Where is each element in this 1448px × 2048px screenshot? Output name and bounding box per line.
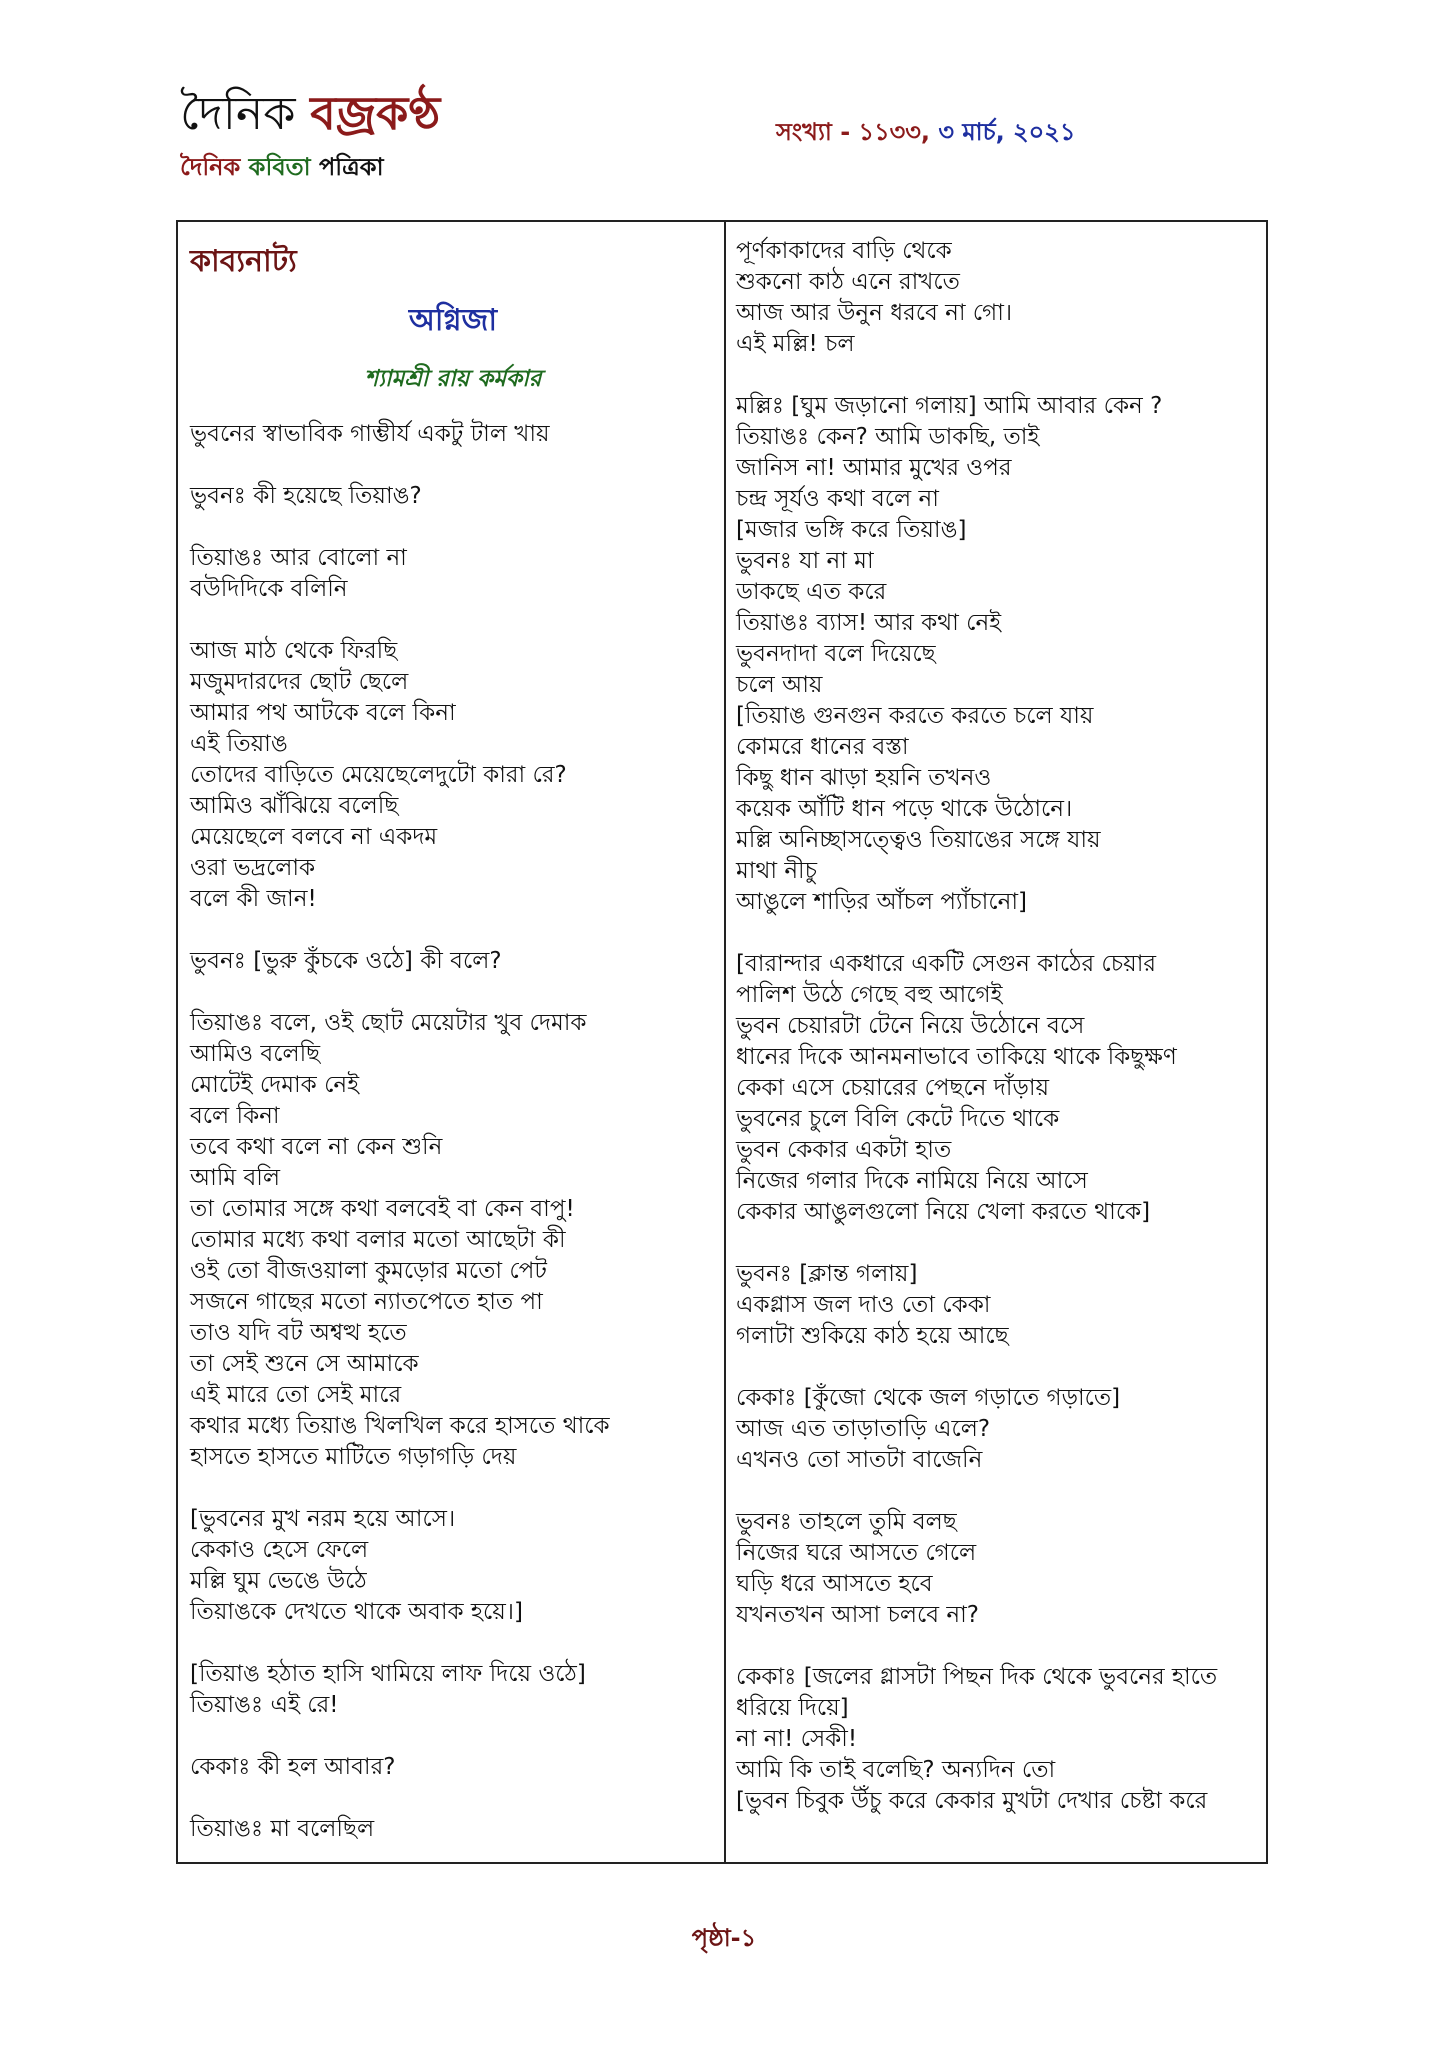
poem-line: আমিও ঝাঁঝিয়ে বলেছি	[190, 793, 399, 819]
poem-line: আজ মাঠ থেকে ফিরছি	[190, 638, 398, 664]
poem-line: কিছু ধান ঝাড়া হয়নি তখনও	[736, 765, 992, 791]
poem-line: তা সেই শুনে সে আমাকে	[190, 1351, 419, 1377]
poem-line: চলে আয়	[736, 672, 823, 698]
poem-line: ভুবনঃ তাহলে তুমি বলছ	[736, 1509, 957, 1535]
poem-line: আমিও বলেছি	[190, 1041, 321, 1067]
stanza-block	[190, 419, 716, 450]
poem-line: কেকাঃ [কুঁজো থেকে জল গড়াতে গড়াতে]	[736, 1385, 1121, 1411]
issue-number: সংখ্যা - ১১৩৩,	[776, 118, 939, 146]
stanza-block	[190, 1504, 716, 1628]
poem-line: তবে কথা বলে না কেন শুনি	[190, 1134, 443, 1160]
poem-line: তাও যদি বট অশ্বত্থ হতে	[190, 1320, 407, 1346]
section-title: কাব্যনাট্য	[190, 244, 297, 279]
poem-line: ভুবনদাদা বলে দিয়েছে	[736, 641, 936, 667]
poem-line: যখনতখন আসা চলবে না?	[736, 1602, 979, 1628]
poem-line: [ভুবনের মুখ নরম হয়ে আসে।	[190, 1506, 456, 1532]
stanza-block	[190, 946, 716, 977]
poem-line: শুকনো কাঠ এনে রাখতে	[736, 269, 960, 295]
poem-line: তিয়াঙঃ মা বলেছিল	[190, 1816, 375, 1842]
poem-line: একগ্লাস জল দাও তো কেকা	[736, 1292, 991, 1318]
poem-line: [বারান্দার একধারে একটি সেগুন কাঠের চেয়ার	[736, 951, 1157, 977]
left-column-body	[190, 419, 716, 1845]
poem-line: না না! সেকী!	[736, 1726, 858, 1752]
poem-line: তিয়াঙঃ বলে, ওই ছোট মেয়েটার খুব দেমাক	[190, 1010, 587, 1036]
poem-line: ভুবনঃ যা না মা	[736, 548, 874, 574]
poem-line: [মজার ভঙ্গি করে তিয়াঙ]	[736, 517, 967, 543]
poem-line: পালিশ উঠে গেছে বহু আগেই	[736, 982, 1003, 1008]
poem-line: পূর্ণকাকাদের বাড়ি থেকে	[736, 238, 952, 264]
poem-line: নিজের গলার দিকে নামিয়ে নিয়ে আসে	[736, 1168, 1088, 1194]
poem-line: কেকার আঙুলগুলো নিয়ে খেলা করতে থাকে]	[736, 1199, 1151, 1225]
poem-line: মেয়েছেলে বলবে না একদম	[190, 824, 438, 850]
poem-line: কোমরে ধানের বস্তা	[736, 734, 909, 760]
poem-line: তিয়াঙঃ আর বোলো না	[190, 545, 407, 571]
poem-line: আজ এত তাড়াতাড়ি এলে?	[736, 1416, 991, 1442]
poem-line: মল্লি অনিচ্ছাসত্ত্বেও তিয়াঙের সঙ্গে যায়	[736, 827, 1101, 853]
stanza-block	[190, 1814, 716, 1845]
poem-line: আমার পথ আটকে বলে কিনা	[190, 700, 456, 726]
poem-line: মল্লি ঘুম ভেঙে উঠে	[190, 1568, 367, 1594]
stanza-block	[736, 1662, 1260, 1817]
poem-line: গলাটা শুকিয়ে কাঠ হয়ে আছে	[736, 1323, 1009, 1349]
poem-line: তিয়াঙকে দেখতে থাকে অবাক হয়ে।]	[190, 1599, 523, 1625]
poem-line: চন্দ্র সূর্যও কথা বলে না	[736, 486, 939, 512]
stanza-block	[736, 1259, 1260, 1352]
poem-line: কেকা এসে চেয়ারের পেছনে দাঁড়ায়	[736, 1075, 1050, 1101]
masthead	[180, 88, 440, 189]
poem-line: কেকাও হেসে ফেলে	[190, 1537, 369, 1563]
poem-line: ঘড়ি ধরে আসতে হবে	[736, 1571, 933, 1597]
poem-line: কয়েক আঁটি ধান পড়ে থাকে উঠোনে।	[736, 796, 1073, 822]
tagline	[180, 149, 440, 189]
stanza-block	[736, 1507, 1260, 1631]
poem-line: বলে কিনা	[190, 1103, 280, 1129]
stanza-block	[190, 543, 716, 605]
poem-line: ভুবনঃ কী হয়েছে তিয়াঙ?	[190, 483, 422, 509]
stanza-block	[736, 236, 1260, 360]
poem-line: ভুবন চেয়ারটা টেনে নিয়ে উঠোনে বসে	[736, 1013, 1085, 1039]
poem-line: আমি কি তাই বলেছি? অন্যদিন তো	[736, 1757, 1056, 1783]
stanza-block	[190, 481, 716, 512]
newspaper-logo	[180, 88, 440, 139]
tagline-part-3: পত্রিকা	[319, 152, 384, 181]
poem-line: ডাকছে এত করে	[736, 579, 887, 605]
poem-line: কেকাঃ কী হল আবার?	[190, 1754, 396, 1780]
poem-line: মোটেই দেমাক নেই	[190, 1072, 360, 1098]
poem-line: মজুমদারদের ছোট ছেলে	[190, 669, 409, 695]
poem-line: এই মারে তো সেই মারে	[190, 1382, 402, 1408]
poem-title: অগ্নিজা	[408, 303, 498, 338]
right-column-body	[736, 236, 1260, 1817]
stanza-block	[736, 1383, 1260, 1476]
stanza-block	[190, 1752, 716, 1783]
poem-line: নিজের ঘরে আসতে গেলে	[736, 1540, 977, 1566]
poem-line: কথার মধ্যে তিয়াঙ খিলখিল করে হাসতে থাকে	[190, 1413, 610, 1439]
stanza-block	[736, 391, 1260, 918]
poem-line: আজ আর উনুন ধরবে না গো।	[736, 300, 1013, 326]
issue-date: ৩ মার্চ, ২০২১	[938, 118, 1076, 146]
poem-line: ধরিয়ে দিয়ে]	[736, 1695, 849, 1721]
poem-line: তিয়াঙঃ এই রে!	[190, 1692, 339, 1718]
poem-line: [তিয়াঙ হঠাত হাসি থামিয়ে লাফ দিয়ে ওঠে]	[190, 1661, 586, 1687]
poem-line: বউদিদিকে বলিনি	[190, 576, 348, 602]
poem-line: তিয়াঙঃ কেন? আমি ডাকছি, তাই	[736, 424, 1040, 450]
poem-line: এই মল্লি! চল	[736, 331, 855, 357]
stanza-block	[190, 1008, 716, 1473]
poem-line: সজনে গাছের মতো ন্যাতপেতে হাত পা	[190, 1289, 543, 1315]
stanza-block	[190, 636, 716, 915]
poem-line: ভুবনের চুলে বিলি কেটে দিতে থাকে	[736, 1106, 1060, 1132]
stanza-block	[190, 1659, 716, 1721]
poem-line: তা তোমার সঙ্গে কথা বলবেই বা কেন বাপু!	[190, 1196, 575, 1222]
poem-line: হাসতে হাসতে মাটিতে গড়াগড়ি দেয়	[190, 1444, 517, 1470]
poem-line: ওরা ভদ্রলোক	[190, 855, 316, 881]
stanza-block	[736, 949, 1260, 1228]
author-name: শ্যামশ্রী রায় কর্মকার	[364, 366, 542, 392]
content-frame	[176, 220, 1268, 1864]
poem-line: বলে কী জান!	[190, 886, 317, 912]
poem-line: ভুবনের স্বাভাবিক গাম্ভীর্য একটু টাল খায়	[190, 421, 550, 447]
tagline-part-2: কবিতা	[248, 152, 319, 181]
poem-line: আঙুলে শাড়ির আঁচল প্যাঁচানো]	[736, 889, 1027, 915]
poem-line: [তিয়াঙ গুনগুন করতে করতে চলে যায়	[736, 703, 1094, 729]
poem-line: মাথা নীচু	[736, 858, 818, 884]
poem-line: এখনও তো সাতটা বাজেনি	[736, 1447, 983, 1473]
page-number: পৃষ্ঠা-১	[691, 1924, 757, 1952]
poem-line: ভুবন কেকার একটা হাত	[736, 1137, 952, 1163]
left-column	[190, 236, 716, 1876]
column-divider	[724, 222, 726, 1862]
poem-line: আমি বলি	[190, 1165, 281, 1191]
tagline-part-1: দৈনিক	[180, 152, 249, 181]
poem-line: ধানের দিকে আনমনাভাবে তাকিয়ে থাকে কিছুক্ষণ	[736, 1044, 1177, 1070]
logo-part-1: দৈনিক	[180, 86, 311, 140]
poem-line: এই তিয়াঙ	[190, 731, 288, 757]
poem-line: ভুবনঃ [ভুরু কুঁচকে ওঠে] কী বলে?	[190, 948, 502, 974]
poem-line: ভুবনঃ [ক্লান্ত গলায়]	[736, 1261, 918, 1287]
poem-line: তোদের বাড়িতে মেয়েছেলেদুটো কারা রে?	[190, 762, 567, 788]
poem-line: কেকাঃ [জলের গ্লাসটা পিছন দিক থেকে ভুবনের হাতে	[736, 1664, 1218, 1690]
poem-line: ওই তো বীজওয়ালা কুমড়োর মতো পেট	[190, 1258, 547, 1284]
right-column	[736, 236, 1260, 1848]
poem-line: তিয়াঙঃ ব্যাস! আর কথা নেই	[736, 610, 1002, 636]
issue-info	[776, 114, 1075, 154]
logo-part-2: বজ্রকণ্ঠ	[310, 86, 441, 140]
poem-line: তোমার মধ্যে কথা বলার মতো আছেটা কী	[190, 1227, 566, 1253]
poem-line: মল্লিঃ [ঘুম জড়ানো গলায়] আমি আবার কেন ?	[736, 393, 1163, 419]
poem-line: জানিস না! আমার মুখের ওপর	[736, 455, 1012, 481]
poem-line: [ভুবন চিবুক উঁচু করে কেকার মুখটা দেখার চেষ্টা করে	[736, 1788, 1208, 1814]
